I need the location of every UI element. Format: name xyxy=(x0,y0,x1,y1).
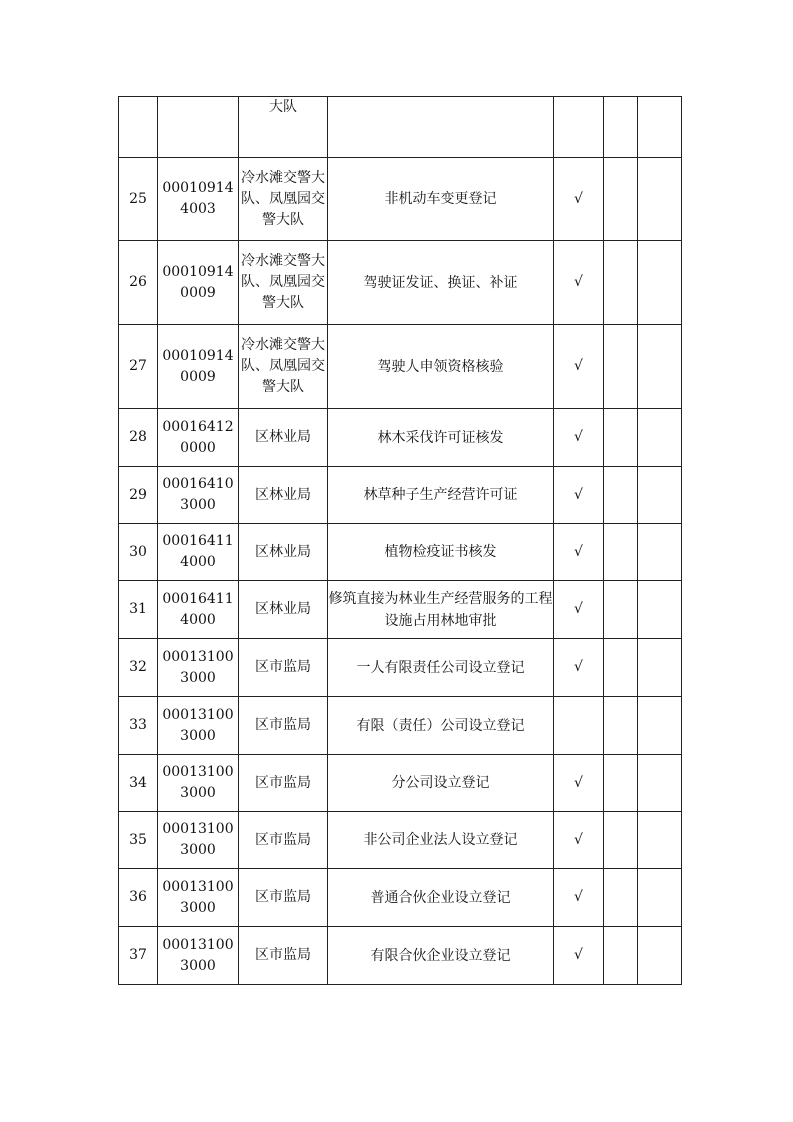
blank-cell-1 xyxy=(604,697,638,755)
agency-cell: 冷水滩交警大队、凤凰园交警大队 xyxy=(239,325,328,409)
item-code-cell xyxy=(158,241,239,325)
check-cell xyxy=(554,97,604,158)
agency-cell: 区林业局 xyxy=(239,409,328,467)
agency-cell: 冷水滩交警大队、凤凰园交警大队 xyxy=(239,158,328,241)
item-code-cell xyxy=(158,639,239,697)
item-code-cell xyxy=(158,581,239,639)
blank-cell-2 xyxy=(638,158,682,241)
table-row xyxy=(119,927,682,985)
check-cell: √ xyxy=(554,325,604,409)
agency-cell: 大队 xyxy=(239,97,328,158)
item-code-cell xyxy=(158,325,239,409)
item-code-line-2: 3000 xyxy=(180,957,216,974)
table-row xyxy=(119,755,682,812)
check-cell xyxy=(554,697,604,755)
blank-cell-2 xyxy=(638,755,682,812)
check-cell: √ xyxy=(554,241,604,325)
item-code-cell xyxy=(158,755,239,812)
blank-cell-2 xyxy=(638,409,682,467)
row-number-cell: 28 xyxy=(119,409,158,467)
item-code-line-1: 00016411 xyxy=(162,590,234,607)
item-code-cell xyxy=(158,158,239,241)
table-row xyxy=(119,697,682,755)
blank-cell-1 xyxy=(604,158,638,241)
matter-cell: 非公司企业法人设立登记 xyxy=(328,812,554,869)
matter-cell xyxy=(328,97,554,158)
blank-cell-1 xyxy=(604,325,638,409)
row-number-cell: 34 xyxy=(119,755,158,812)
table-row xyxy=(119,467,682,524)
blank-cell-1 xyxy=(604,812,638,869)
item-code-line-2: 0000 xyxy=(180,439,216,456)
blank-cell-1 xyxy=(604,869,638,927)
item-code-line-2: 3000 xyxy=(180,669,216,686)
row-number-cell: 29 xyxy=(119,467,158,524)
blank-cell-2 xyxy=(638,812,682,869)
matter-cell: 普通合伙企业设立登记 xyxy=(328,869,554,927)
item-code-line-2: 3000 xyxy=(180,497,216,513)
table-row xyxy=(119,409,682,467)
agency-cell: 区林业局 xyxy=(239,467,328,524)
row-number-cell: 25 xyxy=(119,158,158,241)
item-code-cell xyxy=(158,812,239,869)
blank-cell-2 xyxy=(638,467,682,524)
item-code-line-1: 00013100 xyxy=(162,936,234,953)
agency-cell: 区市监局 xyxy=(239,869,328,927)
row-number-cell: 37 xyxy=(119,927,158,985)
service-matters-table xyxy=(118,96,682,985)
blank-cell-1 xyxy=(604,409,638,467)
matter-cell: 驾驶人申领资格核验 xyxy=(328,325,554,409)
item-code-line-1: 00013100 xyxy=(162,878,234,895)
check-cell: √ xyxy=(554,869,604,927)
matter-cell: 植物检疫证书核发 xyxy=(328,524,554,581)
blank-cell-2 xyxy=(638,869,682,927)
blank-cell-2 xyxy=(638,927,682,985)
item-code-line-1: 00013100 xyxy=(162,821,234,837)
agency-cell: 区市监局 xyxy=(239,755,328,812)
item-code-line-1: 00013100 xyxy=(162,648,234,665)
matter-cell: 有限（责任）公司设立登记 xyxy=(328,697,554,755)
item-code-cell xyxy=(158,697,239,755)
check-cell: √ xyxy=(554,812,604,869)
item-code-line-2: 0009 xyxy=(180,284,216,301)
agency-cell: 区市监局 xyxy=(239,697,328,755)
blank-cell-2 xyxy=(638,697,682,755)
item-code-cell xyxy=(158,927,239,985)
row-number-cell: 31 xyxy=(119,581,158,639)
blank-cell-2 xyxy=(638,581,682,639)
item-code-line-2: 4003 xyxy=(180,201,216,217)
matter-cell: 林草种子生产经营许可证 xyxy=(328,467,554,524)
item-code-cell xyxy=(158,97,239,158)
table-row xyxy=(119,325,682,409)
check-cell: √ xyxy=(554,524,604,581)
item-code-line-2: 0009 xyxy=(180,368,216,385)
blank-cell-2 xyxy=(638,325,682,409)
blank-cell-1 xyxy=(604,639,638,697)
row-number-cell: 36 xyxy=(119,869,158,927)
matter-cell: 非机动车变更登记 xyxy=(328,158,554,241)
table-row xyxy=(119,639,682,697)
table-row xyxy=(119,581,682,639)
item-code-line-1: 00016411 xyxy=(162,533,234,549)
blank-cell-1 xyxy=(604,927,638,985)
row-number-cell: 32 xyxy=(119,639,158,697)
check-cell: √ xyxy=(554,158,604,241)
table-row xyxy=(119,241,682,325)
item-code-line-2: 4000 xyxy=(180,554,216,570)
blank-cell-2 xyxy=(638,639,682,697)
row-number-cell xyxy=(119,97,158,158)
row-number-cell: 35 xyxy=(119,812,158,869)
blank-cell-1 xyxy=(604,467,638,524)
agency-cell: 区市监局 xyxy=(239,639,328,697)
row-number-cell: 30 xyxy=(119,524,158,581)
item-code-line-1: 00016412 xyxy=(162,418,234,435)
matter-cell: 一人有限责任公司设立登记 xyxy=(328,639,554,697)
item-code-line-1: 00010914 xyxy=(162,263,234,280)
matter-cell: 修筑直接为林业生产经营服务的工程设施占用林地审批 xyxy=(328,581,554,639)
continuation-row xyxy=(119,97,682,158)
blank-cell-1 xyxy=(604,755,638,812)
item-code-line-1: 00010914 xyxy=(162,347,234,364)
item-code-cell xyxy=(158,409,239,467)
check-cell: √ xyxy=(554,927,604,985)
blank-cell-1 xyxy=(604,581,638,639)
matter-cell: 分公司设立登记 xyxy=(328,755,554,812)
blank-cell-1 xyxy=(604,97,638,158)
row-number-cell: 27 xyxy=(119,325,158,409)
matter-cell: 有限合伙企业设立登记 xyxy=(328,927,554,985)
item-code-line-2: 3000 xyxy=(180,785,216,801)
item-code-line-2: 4000 xyxy=(180,611,216,628)
check-cell: √ xyxy=(554,639,604,697)
check-cell: √ xyxy=(554,467,604,524)
table-row xyxy=(119,524,682,581)
table-row xyxy=(119,869,682,927)
table-row xyxy=(119,812,682,869)
item-code-line-1: 00016410 xyxy=(162,476,234,492)
item-code-line-2: 3000 xyxy=(180,842,216,858)
agency-cell: 区市监局 xyxy=(239,927,328,985)
item-code-cell xyxy=(158,467,239,524)
item-code-line-2: 3000 xyxy=(180,899,216,916)
blank-cell-2 xyxy=(638,241,682,325)
item-code-cell xyxy=(158,524,239,581)
row-number-cell: 26 xyxy=(119,241,158,325)
blank-cell-2 xyxy=(638,97,682,158)
row-number-cell: 33 xyxy=(119,697,158,755)
table-row xyxy=(119,158,682,241)
agency-cell: 区林业局 xyxy=(239,524,328,581)
check-cell: √ xyxy=(554,755,604,812)
item-code-line-2: 3000 xyxy=(180,727,216,744)
matter-cell: 林木采伐许可证核发 xyxy=(328,409,554,467)
agency-cell: 区林业局 xyxy=(239,581,328,639)
agency-cell: 区市监局 xyxy=(239,812,328,869)
check-cell: √ xyxy=(554,409,604,467)
matter-cell: 驾驶证发证、换证、补证 xyxy=(328,241,554,325)
blank-cell-1 xyxy=(604,241,638,325)
item-code-line-1: 00013100 xyxy=(162,706,234,723)
blank-cell-1 xyxy=(604,524,638,581)
item-code-line-1: 00010914 xyxy=(162,180,234,196)
item-code-line-1: 00013100 xyxy=(162,764,234,780)
agency-cell: 冷水滩交警大队、凤凰园交警大队 xyxy=(239,241,328,325)
check-cell: √ xyxy=(554,581,604,639)
item-code-cell xyxy=(158,869,239,927)
blank-cell-2 xyxy=(638,524,682,581)
